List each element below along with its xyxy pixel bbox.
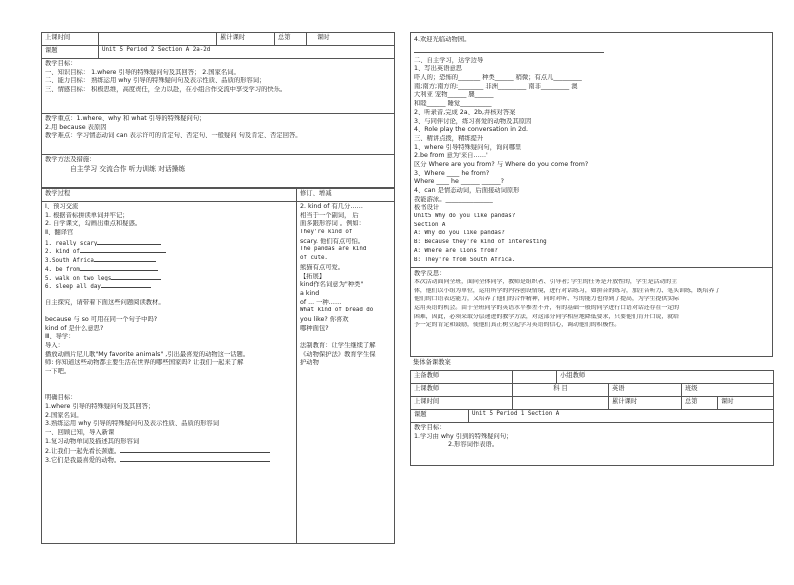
revise-line: you like? 你喜欢 bbox=[300, 315, 349, 323]
reflection-line: 他们的口语表达能力，又培养了他们的合作精神，同时对听、写的能力也得到了提高，为学生提供实际 bbox=[414, 296, 680, 303]
process-line: 4、Role play the conversation in 2d. bbox=[414, 126, 528, 134]
total-label: 总第 bbox=[682, 396, 718, 409]
process-line: Ⅱ、翻译官 bbox=[45, 229, 74, 237]
reflection-line: 予一定的肯定和鼓励，使他们真正树立起学习英语的信心，调动他们的积极性。 bbox=[414, 322, 621, 329]
process-cell bbox=[42, 202, 297, 544]
revise-line: 【拓展】 bbox=[300, 272, 326, 280]
answer-blank[interactable] bbox=[80, 264, 158, 271]
revise-line: 熊猫有点可爱。 bbox=[300, 263, 345, 271]
process-line: 自主探究，请带着下面这些问题阅读教材。 bbox=[45, 298, 165, 306]
group-plan-title: 集体备课教案 bbox=[413, 359, 451, 367]
process-line: 2、听录音,完成 2a、2b,并核对答案 bbox=[414, 108, 516, 116]
process-line: Ⅲ、导学： bbox=[45, 333, 75, 341]
total-label: 总第 bbox=[275, 33, 307, 46]
reflection-title: 教学反思： bbox=[414, 270, 446, 278]
topic-label: 课题 bbox=[42, 46, 99, 59]
board-line: Section A bbox=[414, 221, 446, 228]
objectives-cell bbox=[42, 59, 395, 114]
exercise-line: 我能游泳。_______________ bbox=[414, 195, 493, 203]
period-label: 课时 bbox=[718, 396, 774, 409]
board-line: B: Because they're kind of interesting bbox=[414, 239, 547, 246]
topic-value: Unit 5 Period 1 Section A bbox=[469, 409, 774, 422]
lesson-header-table bbox=[41, 32, 395, 188]
answer-blank[interactable] bbox=[101, 281, 151, 288]
answer-blank[interactable] bbox=[120, 446, 270, 453]
revise-line: of ... 一种…… bbox=[300, 298, 342, 306]
revise-header: 修订、增减 bbox=[297, 189, 395, 202]
board-line: A: Where are lions from? bbox=[414, 247, 498, 254]
vocab-line: 南;南方;南方的:________ 非洲_________ 南非_________ 澳 bbox=[414, 82, 578, 90]
ability-objective: 二、能力目标： 熟练运用 why 引导的特殊疑问句及表示性质、品质的形容词； bbox=[45, 77, 266, 85]
process-line bbox=[45, 385, 293, 394]
process-line: 3.熟练运用 why 引导的特殊疑问句及表示性质、品质的形容词 bbox=[45, 420, 220, 428]
lead-teacher-label: 主备教师 bbox=[411, 370, 513, 383]
objectives-title: 教学目标： bbox=[45, 60, 77, 67]
methods-cell bbox=[42, 155, 395, 188]
time-label: 上课时间 bbox=[411, 396, 513, 409]
objective-line: 2.形容词作表语。 bbox=[414, 441, 499, 449]
exercise-line: 3、Where ____ he from? bbox=[414, 169, 490, 177]
revise-line: The pandas are kind bbox=[300, 246, 367, 253]
group-objectives-cell bbox=[411, 422, 774, 465]
revise-line: 《动物保护法》教育学生保 bbox=[300, 350, 376, 358]
vocab-item: 1. really scary bbox=[45, 240, 98, 247]
exercise-line: Where ____ he ______ ______? bbox=[414, 178, 505, 186]
revise-line: 护动物 bbox=[300, 359, 319, 367]
vocab-line: 吓人的；恐怖的_______ 种类______ 稍微；有点儿_________ bbox=[414, 74, 582, 82]
process-line: 导入： bbox=[45, 342, 64, 349]
class-time-value bbox=[99, 33, 217, 46]
left-page bbox=[41, 32, 394, 544]
answer-blank[interactable] bbox=[111, 273, 161, 280]
answer-blank[interactable] bbox=[80, 246, 166, 253]
revise-line: 相当于一个副词， 后 bbox=[300, 211, 359, 219]
topic-label: 课题 bbox=[411, 409, 469, 422]
emotion-objective: 三、情感目标： 积极思维，高度责任，全力以赴，在小组合作交流中享受学习的快乐。 bbox=[45, 86, 287, 94]
reflection-line: 体，他们以小组为单位，运用所学的内容创设情境，进行对话练习，如拼音的练习，加注音听力、笔头训练，既培养了 bbox=[414, 287, 721, 294]
methods-title: 教学方法及措施： bbox=[45, 156, 96, 163]
vocab-line: 和睦______ 睡觉__________ bbox=[414, 100, 492, 108]
class-time-label: 上课时间 bbox=[42, 33, 99, 46]
process-line: 3、与同伴讨论，练习喜爱的动物及其原因 bbox=[414, 117, 532, 125]
key-points-cell bbox=[42, 114, 395, 155]
process-line: 2.be from 意为'来自……' bbox=[414, 152, 488, 160]
topic-value: Unit 5 Period 2 Section A 2a-2d bbox=[99, 46, 395, 59]
process-line: 4.欢迎光临动物园。 bbox=[414, 36, 471, 43]
answer-blank[interactable] bbox=[97, 238, 161, 245]
key-point-1: 教学重点：1.where、why 和 what 引导的特殊疑问句； bbox=[45, 115, 206, 122]
process-line: 1.where 引导的特殊疑问句及其回答； bbox=[45, 402, 155, 410]
revise-line: 法制教育：让学生继续了解 bbox=[300, 342, 376, 349]
revise-line: kind作名词意为"种类" bbox=[300, 281, 364, 289]
vocab-item: 6. sleep all day bbox=[45, 284, 101, 290]
process-line: 4、can 是情态动词，后面接动词原形 bbox=[414, 187, 520, 194]
process-line: 1、where 引导特殊疑问句，询问哪里 bbox=[414, 143, 522, 151]
reflection-line: 本次活动面向全班，面向全体同学，教师是组织者、引导者; 学生的任务是开放性的，学生是活动的主 bbox=[414, 278, 678, 285]
objective-line: 1.学习由 why 引到的特殊疑问句； bbox=[414, 432, 513, 440]
right-page bbox=[410, 32, 773, 466]
class-label: 班级 bbox=[682, 383, 774, 396]
revise-line: scary. 他们有点可怕。 bbox=[300, 237, 365, 245]
methods-list: 自主学习 交流合作 听力训练 对话操练 bbox=[70, 164, 186, 173]
continued-process-box bbox=[410, 32, 773, 268]
subject-value: 英语 bbox=[609, 383, 682, 396]
revise-line: They're kind of bbox=[300, 229, 353, 236]
revise-line: 哪种面包? bbox=[300, 324, 329, 332]
process-line: 1.复习动物单词及描述其的形容词 bbox=[45, 437, 140, 445]
vocab-item: 5. walk on two legs bbox=[45, 275, 112, 282]
vocab-line: 大利亚 宠物______ 腿______ bbox=[414, 91, 494, 99]
process-line: 3.它们是我最喜爱的动物。 bbox=[45, 456, 121, 464]
revise-line: a kind bbox=[300, 289, 320, 297]
objectives-title: 教学目标： bbox=[414, 423, 446, 431]
answer-blank[interactable] bbox=[120, 455, 270, 462]
board-design-title: 板书设计 bbox=[414, 204, 440, 212]
board-line: B: They're from South Africa. bbox=[414, 256, 516, 263]
process-line: 明确目标： bbox=[45, 394, 77, 402]
process-line: Ⅰ、预习交流 bbox=[45, 203, 79, 210]
group-plan-table bbox=[410, 370, 774, 466]
process-line bbox=[45, 377, 293, 386]
subject-label: 科 目 bbox=[513, 383, 609, 396]
process-line: 1、写出英语意思 bbox=[414, 65, 463, 73]
divider bbox=[414, 47, 604, 53]
reflection-line: 困难，因此，必须采取分层递进的教学方法，对这部分同学相应地降低要求，只要他们肯开口说，就给 bbox=[414, 313, 680, 320]
section-title: 二、自主学习，达学边导 bbox=[414, 56, 484, 64]
revise-cell bbox=[297, 202, 395, 544]
process-line bbox=[45, 290, 293, 299]
process-line: 一下吧。 bbox=[45, 368, 71, 376]
vocab-item: 2. kind of bbox=[45, 249, 80, 256]
revise-line: What kind of bread do bbox=[300, 307, 374, 314]
revise-line: 2. kind of 有几分…… bbox=[300, 203, 363, 210]
vocab-item: 3.South Africa bbox=[45, 258, 94, 264]
accumulated-hours-label: 累计课时 bbox=[217, 33, 275, 46]
board-line: Unit5 Why do you like pandas? bbox=[414, 213, 516, 220]
time-value bbox=[513, 396, 609, 409]
vocab-item: 4. be from bbox=[45, 266, 80, 273]
revise-line: of cute. bbox=[300, 255, 328, 262]
reflection-line: 运用英语的机会。由于全班同学的英语水平参差不齐，有的基础一般的同学进行口语对话还存在一定的 bbox=[414, 304, 680, 311]
teacher-label: 上课教师 bbox=[411, 383, 513, 396]
revise-line bbox=[300, 333, 391, 342]
reflection-box bbox=[410, 268, 773, 357]
accumulated-hours-label: 累计课时 bbox=[609, 396, 682, 409]
process-table bbox=[41, 188, 395, 544]
period-label: 课时 bbox=[307, 33, 395, 46]
board-line: A: Why do you like pandas? bbox=[414, 230, 505, 237]
process-line: 2.国家名词。 bbox=[45, 411, 83, 419]
process-line: 区分 Where are you from? 与 Where do you come from? bbox=[414, 160, 589, 168]
process-line bbox=[45, 307, 293, 316]
section-title: 三、精讲点拨，精练提升 bbox=[414, 134, 484, 142]
process-header: 教学过程 bbox=[42, 189, 297, 202]
process-line: 师: 你知道这些动物都主要生活在世界的哪些国家吗? 让我们一起来了解 bbox=[45, 359, 244, 367]
process-line: 一、回顾已知，导入新课 bbox=[45, 428, 115, 436]
key-point-2: 2.用 because 表原因 bbox=[45, 123, 107, 131]
lead-teacher-value bbox=[513, 370, 557, 383]
group-teacher-label: 小组教师 bbox=[557, 370, 774, 383]
process-line: kind of 是什么意思? bbox=[45, 324, 104, 332]
process-line: 播放动画片尼儿歌"My favorite animals" ,引出最喜爱的动物这一话题。 bbox=[45, 350, 250, 358]
process-line: 2. 自学课文，勾画出重点和疑惑。 bbox=[45, 220, 142, 228]
answer-blank[interactable] bbox=[94, 255, 156, 262]
difficulty: 教学难点：学习情态动词 can 表示许可的肯定句、否定句、一般疑问 句及肯定、否定回答。 bbox=[45, 132, 302, 140]
process-line: because 与 so 可用在同一个句子中吗? bbox=[45, 315, 158, 323]
revise-line: 面多跟形容词 。例如： bbox=[300, 220, 365, 228]
process-line: 1. 根据音标拼读单词并牢记； bbox=[45, 211, 129, 219]
process-line: 2.让我们一起先看长颈鹿。 bbox=[45, 448, 121, 455]
knowledge-objective: 一、知识目标： 1.where 引导的特殊疑问句及其回答； 2.国家名词。 bbox=[45, 68, 240, 76]
